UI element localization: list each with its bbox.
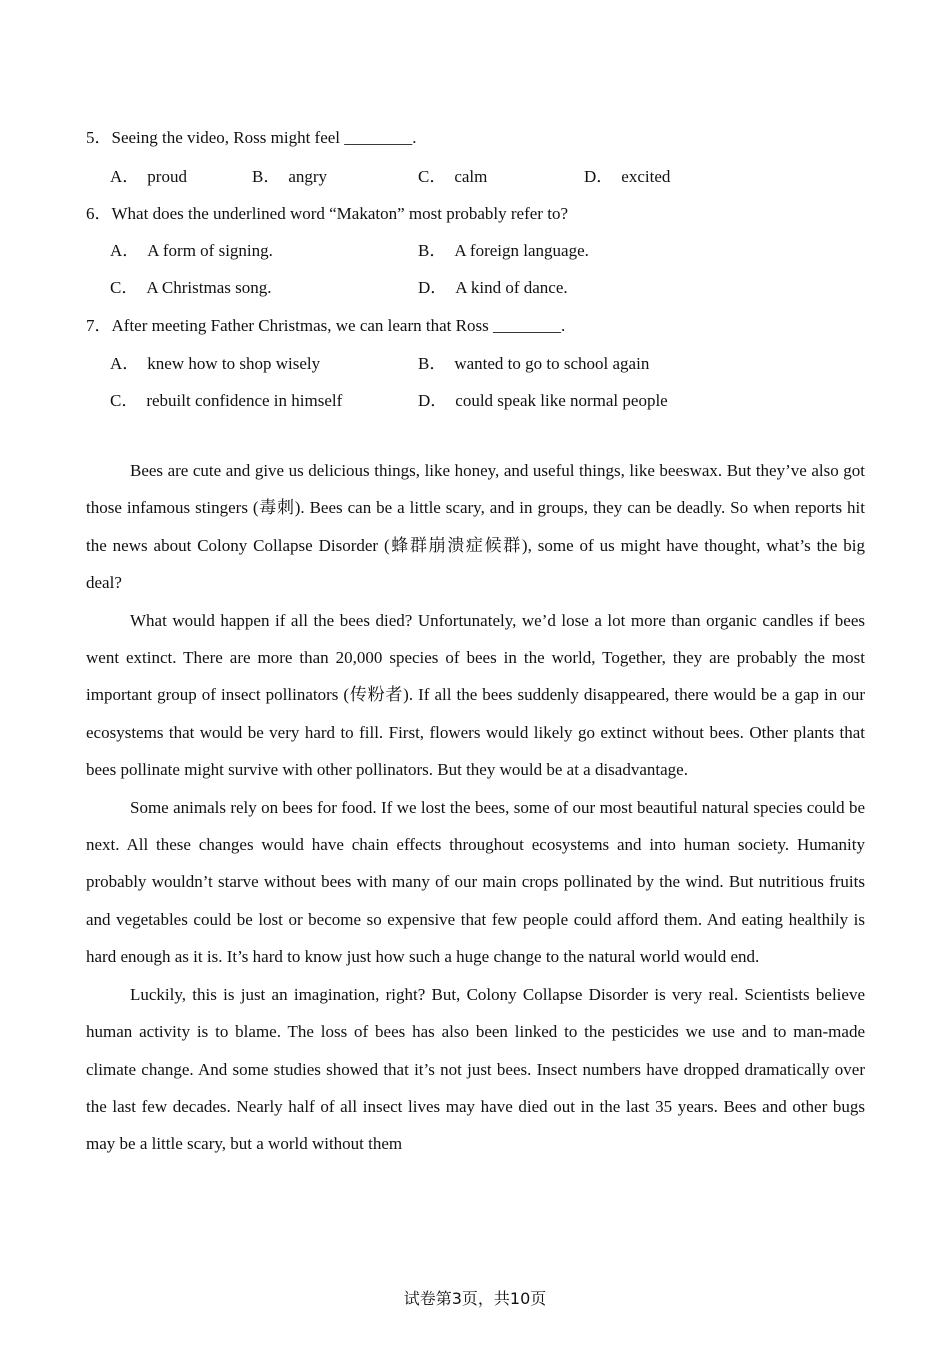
question-6-stem: 6．What does the underlined word “Makaton” most probably refer to?: [86, 204, 568, 223]
option-text: rebuilt confidence in himself: [146, 391, 343, 410]
option-text: A Christmas song.: [146, 278, 272, 297]
option-letter: A．: [110, 354, 140, 373]
passage-paragraph-2: What would happen if all the bees died? Unfortunately, we’d lose a lot more than organic candles if bees went extinct. There are more than 20,000 species of bees in the world, Together, they are probably the most important group of insect pollinators (传粉者). If all the bees suddenly disappeared, there would be a gap in our ecosystems that would be very hard to fill. First, flowers would likely go extinct without bees. Other plants that bees pollinate might survive with other pollinators. But they would be at a disadvantage.: [86, 610, 865, 780]
option-text: A kind of dance.: [455, 278, 568, 297]
option-letter: B．: [252, 167, 281, 186]
passage-paragraph-1: Bees are cute and give us delicious things, like honey, and useful things, like beeswax. But they’ve also got those infamous stingers (毒刺). Bees can be a little scary, and in groups, they can be deadly. So when reports hit the news about Colony Collapse Disorder (蜂群崩溃症候群), some of us might have thought, what’s the big deal?: [86, 461, 865, 593]
question-7-option-a: [110, 349, 320, 374]
question-6-option-b: [418, 236, 589, 261]
option-letter: D．: [584, 167, 614, 186]
passage-paragraph-4: Luckily, this is just an imagination, right? But, Colony Collapse Disorder is very real. Scientists believe human activity is to blame. The loss of bees has also been linked to the pesticides we use and to man-made climate change. And some studies showed that it’s not just bees. Insect numbers have dropped dramatically over the last few decades. Nearly half of all insect lives may have died out in the last 35 years. Bees and other bugs may be a little scary, but a world without them: [86, 984, 865, 1154]
option-letter: C．: [110, 391, 139, 410]
question-7-stem: 7．After meeting Father Christmas, we can learn that Ross ________.: [86, 316, 566, 335]
option-letter: A．: [110, 241, 140, 260]
option-text: calm: [454, 167, 488, 186]
question-6-option-a: [110, 236, 273, 261]
option-letter: D．: [418, 391, 448, 410]
page-footer: 试卷第3页，共10页: [403, 1289, 547, 1308]
question-5-option-c: [418, 162, 487, 187]
question-5-stem: 5．Seeing the video, Ross might feel ________.: [86, 128, 417, 147]
question-5-option-b: [252, 162, 327, 187]
option-letter: A．: [110, 167, 140, 186]
reading-passage: [86, 452, 865, 1163]
option-text: could speak like normal people: [455, 391, 668, 410]
option-letter: B．: [418, 241, 447, 260]
question-5-option-d: [584, 162, 670, 187]
option-text: angry: [288, 167, 328, 186]
question-5-option-a: [110, 162, 187, 187]
option-text: excited: [621, 167, 671, 186]
question-7-option-b: [418, 349, 649, 374]
option-text: proud: [147, 167, 187, 186]
question-7-option-c: [110, 386, 342, 411]
option-letter: C．: [110, 278, 139, 297]
question-6-option-c: [110, 273, 272, 298]
option-letter: C．: [418, 167, 447, 186]
option-letter: B．: [418, 354, 447, 373]
option-text: A form of signing.: [147, 241, 273, 260]
option-text: wanted to go to school again: [454, 354, 650, 373]
option-letter: D．: [418, 278, 448, 297]
question-6-option-d: [418, 273, 568, 298]
option-text: knew how to shop wisely: [147, 354, 321, 373]
question-7-option-d: [418, 386, 668, 411]
option-text: A foreign language.: [454, 241, 589, 260]
passage-paragraph-3: Some animals rely on bees for food. If we lost the bees, some of our most beautiful natural species could be next. All these changes would have chain effects throughout ecosystems and into human society. Humanity probably wouldn’t starve without bees with many of our main crops pollinated by the wind. But nutritious fruits and vegetables could be lost or become so expensive that few people could afford them. And eating healthily is hard enough as it is. It’s hard to know just how such a huge change to the natural world would end.: [86, 797, 865, 967]
